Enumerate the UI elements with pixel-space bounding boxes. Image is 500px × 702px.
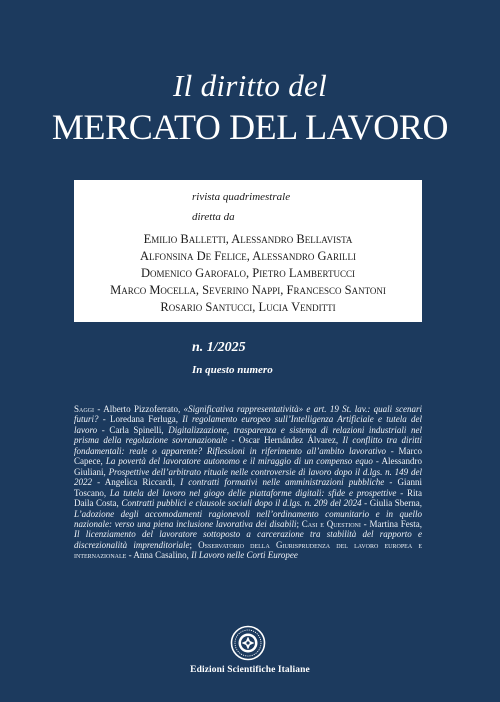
publisher-name: Edizioni Scientifiche Italiane — [190, 665, 310, 675]
toc-author-text: - Carla Spinelli, — [97, 424, 169, 435]
toc-author-text: - Anna Casalino, — [126, 550, 192, 561]
toc-author-text: - Loredana Ferluga, — [98, 414, 183, 425]
editor-line: Emilio Balletti, Alessandro Bellavista — [143, 232, 353, 246]
editor-line: Marco Mocella, Severino Nappi, Francesco Santoni — [110, 283, 386, 297]
journal-title-line2: MERCATO DEL LAVORO — [51, 107, 449, 147]
toc-article-title: Il licenziamento del lavoratore sottoposto a carcerazione tra stabilità del rapporto e discrezionalità imprenditoriale — [74, 529, 422, 550]
in-this-issue-heading: In questo numero — [192, 364, 273, 376]
toc-author-text: - Martina Festa, — [360, 518, 422, 529]
toc-article-title: L’adozione degli accomodamenti ragionevoli nell’ordinamento comunitario e in quello nazionale: verso una piena inclusione lavorativa dei disabili — [74, 508, 422, 529]
toc-article-title: Contratti pubblici e clausole sociali dopo il d.lgs. n. 209 del 2024 — [121, 498, 362, 509]
periodicity-label: rivista quadrimestrale — [192, 191, 291, 203]
toc-author-text: ; — [296, 518, 302, 529]
toc-author-text: - Gianni Toscano, — [74, 477, 422, 498]
toc-article-title: Il Lavoro nelle Corti Europee — [191, 550, 298, 561]
toc-section-label: Saggi — [74, 404, 95, 414]
toc-article-title: Il regolamento europeo sull’Intelligenza Artificiale e tutela del lavoro — [74, 414, 423, 435]
toc-article-title: La tutela del lavoro nel giogo delle piattaforme digitali: sfide e prospettive — [109, 487, 397, 498]
editor-line: Domenico Garofalo, Pietro Lambertucci — [141, 266, 355, 280]
toc-author-text: - Angelica Riccardi, — [92, 477, 181, 488]
toc-section-label: Casi e Questioni — [301, 518, 361, 529]
editor-line: Alfonsina De Felice, Alessandro Garilli — [140, 249, 356, 263]
directed-by-label: diretta da — [192, 211, 235, 223]
toc-article-title: «Significativa rappresentatività» e art. 19 St. lav.: quali scenari futuri? — [74, 404, 422, 425]
toc-article-title: La povertà del lavoratore autonomo e il miraggio di un compenso equo — [105, 456, 373, 467]
issue-number: n. 1/2025 — [192, 340, 246, 355]
toc-section-label: Osservatorio della Giurisprudenza del lavoro europea e internazionale — [74, 539, 422, 561]
toc-article-title: Il conflitto tra diritti fondamentali: reale o apparente? Riflessioni in riferimento all’ambito lavorativo — [74, 435, 422, 456]
publisher-logo-icon — [230, 625, 266, 661]
toc-author-text: - Giulia Sberna, — [361, 498, 422, 509]
toc-author-text: - Oscar Hernández Álvarez, — [227, 435, 343, 446]
editor-list — [74, 231, 422, 316]
toc-article-title: Digitalizzazione, trasparenza e sistema di relazioni industriali nel prisma della regolazione sovranazionale — [74, 424, 422, 446]
toc-author-text: - Rita Daila Costa, — [74, 487, 422, 509]
table-of-contents — [74, 404, 422, 561]
toc-author-text: - Alberto Pizzoferrato, — [94, 404, 184, 414]
editor-line: Rosario Santucci, Lucia Venditti — [160, 300, 336, 314]
toc-article-title: Prospettive dell’arbitrato rituale nelle controversie di lavoro dopo il d.lgs. n. 149 del 2022 — [74, 466, 422, 488]
toc-article-title: I contratti formativi nelle amministrazioni pubbliche — [180, 477, 385, 488]
editorial-board-box — [74, 180, 422, 322]
toc-author-text: ; — [189, 539, 199, 550]
journal-title-line1: Il diritto del — [172, 68, 328, 103]
toc-author-text: - Marco Capece, — [74, 445, 422, 467]
toc-author-text: - Alessandro Giuliani, — [74, 456, 422, 477]
